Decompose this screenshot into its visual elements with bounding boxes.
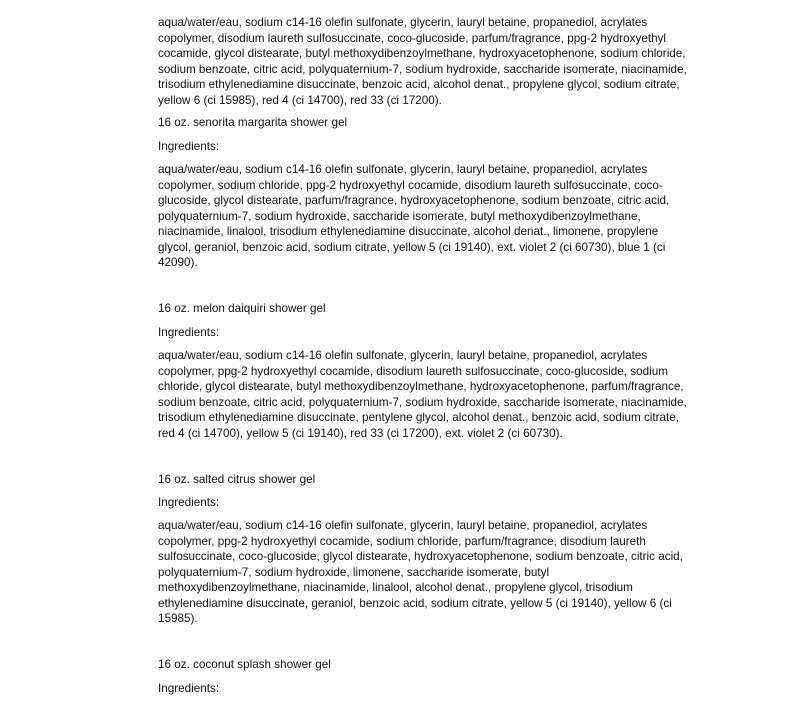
ingredients-paragraph: aqua/water/eau, sodium c14-16 olefin sulfonate, glycerin, lauryl betaine, propanediol, acrylates copolymer, ppg-2 hydroxyethyl cocamide, disodium laureth sulfosuccinate, coco-glucoside, sodium chloride, glycol distearate, butyl methoxydibenzoylmethane, hydroxyacetophenone, parfum/fragrance, sodium benzoate, citric acid, polyquaternium-7, sodium hydroxide, saccharide isomerate, niacinamide, trisodium ethylenediamine disuccinate, pentylene glycol, alcohol denat., benzoic acid, sodium citrate, red 4 (ci 14700), yellow 5 (ci 19140), red 33 (ci 17200), ext. violet 2 (ci 60730). xyxy=(158,349,687,440)
ingredients-paragraph: aqua/water/eau, sodium c14-16 olefin sulfonate, glycerin, lauryl betaine, propanediol, acrylates copolymer, sodium chloride, ppg-2 hydroxyethyl cocamide, disodium laureth sulfosuccinate, coco- glucoside, glycol distearate, parfum/fragrance, hydroxyacetophenone, sodium benzoate, citric acid, polyquaternium-7, sodium hydroxide, saccharide isomerate, butyl methoxydibenzoylmethane, niacinamide, linalool, trisodium ethylenediamine disuccinate, alcohol denat., limonene, propylene glycol, geraniol, benzoic acid, sodium citrate, yellow 5 (ci 19140), ext. violet 2 (ci 60730), blue 1 (ci 42090). xyxy=(158,163,670,269)
ingredients-label: Ingredients: xyxy=(158,682,220,695)
ingredients-paragraph: aqua/water/eau, sodium c14-16 olefin sulfonate, glycerin, lauryl betaine, propanediol, acrylates copolymer, disodium laureth sulfosuccinate, coco-glucoside, parfum/fragrance, ppg-2 hydroxyethyl cocamide, glycol distearate, butyl methoxydibenzoylmethane, hydroxyacetophenone, sodium chloride, sodium benzoate, citric acid, polyquaternium-7, sodium hydroxide, saccharide isomerate, niacinamide, trisodium ethylenediamine disuccinate, benzoic acid, alcohol denat., propylene glycol, sodium citrate, yellow 6 (ci 15985), red 4 (ci 14700), red 33 (ci 17200). xyxy=(158,16,687,107)
product-heading: 16 oz. salted citrus shower gel xyxy=(158,473,316,486)
product-heading: 16 oz. senorita margarita shower gel xyxy=(158,116,348,129)
ingredients-label: Ingredients: xyxy=(158,326,220,339)
ingredients-label: Ingredients: xyxy=(158,496,220,509)
product-heading: 16 oz. coconut splash shower gel xyxy=(158,658,331,671)
product-heading: 16 oz. melon daiquiri shower gel xyxy=(158,302,326,315)
ingredients-paragraph: aqua/water/eau, sodium c14-16 olefin sulfonate, glycerin, lauryl betaine, propanediol, acrylates copolymer, ppg-2 hydroxyethyl cocamide, sodium chloride, parfum/fragrance, disodium laureth sulfosuccinate, coco-glucoside, glycol distearate, hydroxyacetophenone, sodium benzoate, citric acid, polyquaternium-7, sodium hydroxide, limonene, saccharide isomerate, butyl methoxydibenzoylmethane, niacinamide, linalool, alcohol denat., propylene glycol, trisodium ethylenediamine disuccinate, geraniol, benzoic acid, sodium citrate, yellow 5 (ci 19140), yellow 6 (ci 15985). xyxy=(158,519,683,625)
ingredients-label: Ingredients: xyxy=(158,140,220,153)
